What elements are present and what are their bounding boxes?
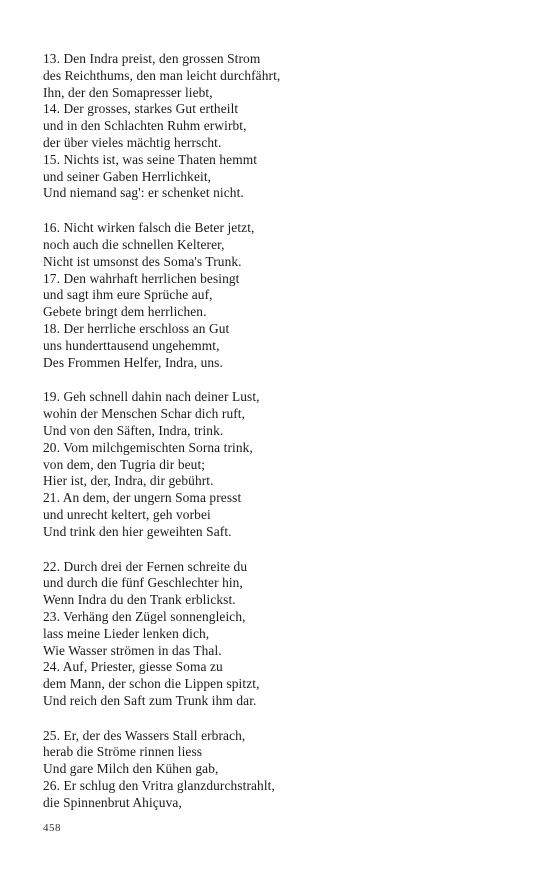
verse-line: 16. Nicht wirken falsch die Beter jetzt,	[43, 220, 255, 236]
verse-line: Gebete bringt dem herrlichen.	[43, 304, 207, 320]
verse-line: 23. Verhäng den Zügel sonnengleich,	[43, 608, 246, 624]
verse-line: Und reich den Saft zum Trunk ihm dar.	[43, 692, 257, 708]
verse-line: Ihn, der den Somapresser liebt,	[43, 84, 213, 100]
verse-line: Des Frommen Helfer, Indra, uns.	[43, 354, 223, 370]
verse-line: Wenn Indra du den Trank erblickst.	[43, 592, 236, 608]
verse-line: 17. Den wahrhaft herrlichen besingt	[43, 270, 240, 286]
verse-line: 21. An dem, der ungern Soma presst	[43, 490, 242, 506]
page-number: 458	[43, 822, 61, 834]
verse-line: Wie Wasser strömen in das Thal.	[43, 642, 222, 658]
verse-line: 13. Den Indra preist, den grossen Strom	[43, 51, 261, 66]
verse-line: von dem, den Tugria dir beut;	[43, 456, 206, 472]
verse-line: herab die Ströme rinnen liess	[43, 744, 203, 760]
verse-line: lass meine Lieder lenken dich,	[43, 625, 210, 641]
stanza	[43, 220, 523, 371]
verse-line: 26. Er schlug den Vritra glanzdurchstrahlt,	[43, 778, 275, 794]
verse-line: und in den Schlachten Ruhm erwirbt,	[43, 118, 247, 134]
verse-line: die Spinnenbrut Ahiçuva,	[43, 794, 182, 810]
stanza	[43, 389, 523, 540]
verse-line: 25. Er, der des Wassers Stall erbrach,	[43, 727, 246, 743]
stanza	[43, 51, 523, 202]
stanza	[43, 559, 523, 710]
verse-line: noch auch die schnellen Kelterer,	[43, 236, 225, 252]
verse-line: und durch die fünf Geschlechter hin,	[43, 575, 243, 591]
verse-line: Hier ist, der, Indra, dir gebührt.	[43, 473, 214, 489]
verse-line: wohin der Menschen Schar dich ruft,	[43, 406, 246, 422]
verse-line: und sagt ihm eure Sprüche auf,	[43, 287, 213, 303]
verse-line: des Reichthums, den man leicht durchfährt,	[43, 67, 281, 83]
verse-line: und unrecht keltert, geh vorbei	[43, 506, 211, 522]
verse-line: 15. Nichts ist, was seine Thaten hemmt	[43, 151, 258, 167]
verse-line: der über vieles mächtig herrscht.	[43, 134, 222, 150]
verse-line: Und niemand sag': er schenket nicht.	[43, 185, 244, 201]
verse-line: 19. Geh schnell dahin nach deiner Lust,	[43, 389, 260, 405]
stanza	[43, 728, 523, 812]
verse-line: 24. Auf, Priester, giesse Soma zu	[43, 659, 223, 675]
verse-line: 20. Vom milchgemischten Sorna trink,	[43, 439, 253, 455]
verse-line: 18. Der herrliche erschloss an Gut	[43, 320, 230, 336]
verse-line: und seiner Gaben Herrlichkeit,	[43, 168, 212, 184]
verse-line: Und gare Milch den Kühen gab,	[43, 761, 219, 777]
verse-line: Nicht ist umsonst des Soma's Trunk.	[43, 253, 242, 269]
poem-text	[43, 51, 523, 830]
verse-line: 22. Durch drei der Fernen schreite du	[43, 558, 248, 574]
verse-line: Und von den Säften, Indra, trink.	[43, 422, 224, 438]
verse-line: dem Mann, der schon die Lippen spitzt,	[43, 676, 260, 692]
verse-line: 14. Der grosses, starkes Gut ertheilt	[43, 101, 239, 117]
verse-line: Und trink den hier geweihten Saft.	[43, 523, 232, 539]
verse-line: uns hunderttausend ungehemmt,	[43, 337, 220, 353]
